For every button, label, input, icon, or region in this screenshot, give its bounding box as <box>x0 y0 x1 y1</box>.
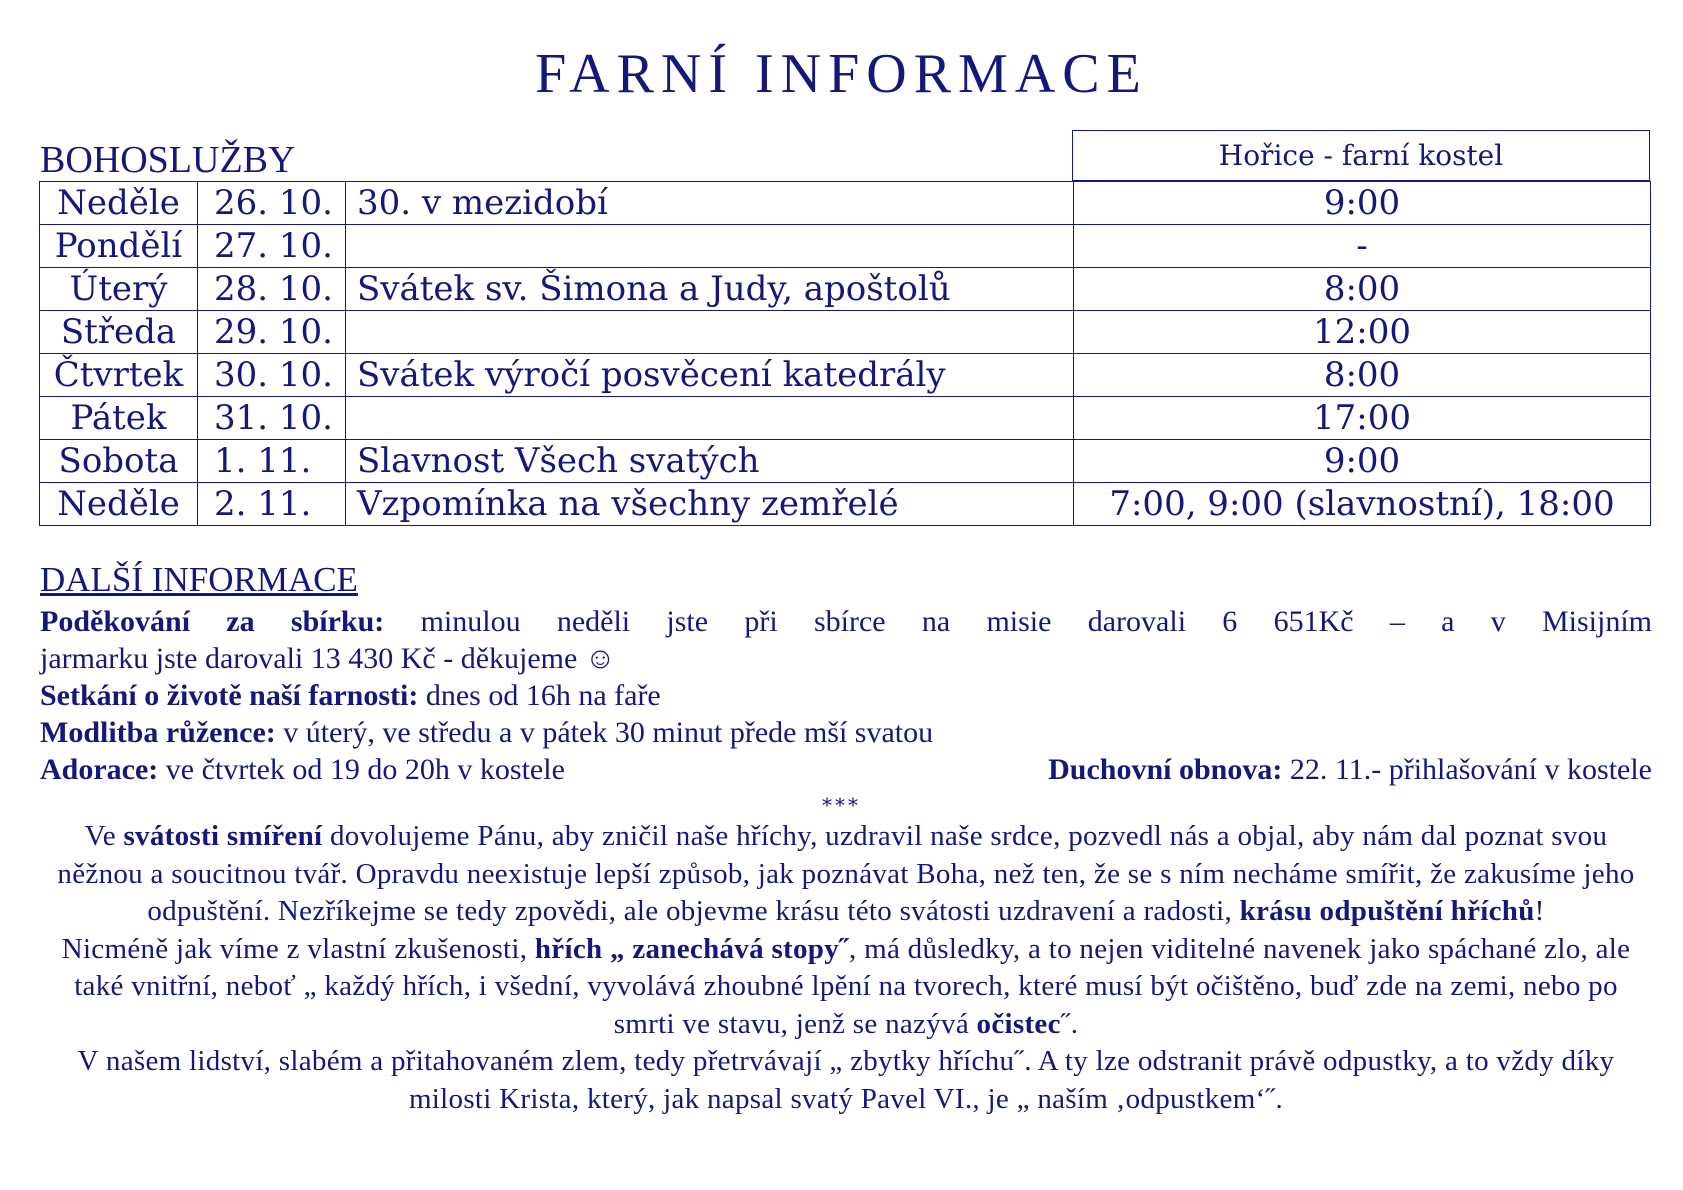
reflection-paragraph-3: V našem lidství, slabém a přitahovaném zlem, tedy přetrvávají „ zbytky hříchu˝. A ty lze odstranit právě odpustky, a to vždy díky milosti Krista, který, jak napsal svatý Pavel VI., je „ naším ‚odpustkem‘˝. <box>77 1045 1615 1115</box>
service-date: 29. 10. <box>198 311 346 354</box>
service-time: - <box>1074 225 1651 268</box>
service-date: 31. 10. <box>198 397 346 440</box>
service-date: 27. 10. <box>198 225 346 268</box>
service-day: Sobota <box>40 440 198 483</box>
text-span: , má důsledky, a to nejen viditelné navenek jako spáchané zlo, ale také vnitřní, neboť „ každý hřích, i všední, vyvolává zhoubné lpění na tvorech, které musí být očištěno, buď zde na zemi, nebo po smrti ve stavu, jenž se nazývá <box>74 932 1631 1040</box>
emphasis: svátosti smíření <box>123 820 323 852</box>
service-row <box>40 268 1651 311</box>
service-day: Úterý <box>40 268 198 311</box>
services-heading: BOHOSLUŽBY <box>40 139 296 181</box>
service-date: 2. 11. <box>198 483 346 526</box>
renewal-label: Duchovní obnova: <box>1048 753 1283 786</box>
info-heading: DALŠÍ INFORMACE <box>40 560 358 599</box>
service-date: 26. 10. <box>198 182 346 225</box>
service-time: 17:00 <box>1074 397 1651 440</box>
rosary-text: v úterý, ve středu a v pátek 30 minut přede mší svatou <box>283 716 934 749</box>
separator: *** <box>822 793 861 817</box>
service-occasion: Svátek sv. Šimona a Judy, apoštolů <box>346 268 1074 311</box>
service-row <box>40 440 1651 483</box>
service-occasion: Vzpomínka na všechny zemřelé <box>346 483 1074 526</box>
service-time: 9:00 <box>1074 182 1651 225</box>
emphasis: krásu odpuštění hříchů <box>1239 895 1535 927</box>
service-day: Neděle <box>40 483 198 526</box>
service-time: 8:00 <box>1074 354 1651 397</box>
service-date: 30. 10. <box>198 354 346 397</box>
service-occasion: Svátek výročí posvěcení katedrály <box>346 354 1074 397</box>
adoration-label: Adorace: <box>40 753 159 786</box>
meeting-text: dnes od 16h na faře <box>425 679 661 712</box>
service-time: 8:00 <box>1074 268 1651 311</box>
reflection-paragraph-1 <box>40 818 1652 931</box>
collection-line-2 <box>40 640 1652 677</box>
service-date: 1. 11. <box>198 440 346 483</box>
service-occasion: 30. v mezidobí <box>346 182 1074 225</box>
adoration-line <box>40 751 1652 788</box>
reflection-paragraph-2 <box>40 931 1652 1044</box>
text-span: Ve <box>84 820 124 852</box>
text-span: dovolujeme Pánu, aby zničil naše hříchy, uzdravil naše srdce, pozvedl nás a objal, aby nám dal poznat svou něžnou a soucitnou tvář. Opravdu neexistuje lepší způsob, jak poznávat Boha, než ten, že se s ním necháme smířit, že zakusíme jeho odpuštění. Nezříkejme se tedy zpovědi, ale objevme krásu této svátosti uzdravení a radosti, <box>57 820 1635 927</box>
collection-label: Poděkování za sbírku: <box>40 605 385 638</box>
service-day: Pátek <box>40 397 198 440</box>
service-occasion <box>346 225 1074 268</box>
emphasis: hřích „ zanechává stopy˝ <box>534 932 849 965</box>
services-table <box>39 181 1651 526</box>
page-title: FARNÍ INFORMACE <box>535 43 1148 105</box>
service-row <box>40 354 1651 397</box>
service-time: 12:00 <box>1074 311 1651 354</box>
rosary-label: Modlitba růžence: <box>40 716 276 749</box>
collection-line-1 <box>40 603 1652 640</box>
adoration-text: ve čtvrtek od 19 do 20h v kostele <box>165 753 565 786</box>
service-row <box>40 397 1651 440</box>
service-occasion <box>346 397 1074 440</box>
service-occasion: Slavnost Všech svatých <box>346 440 1074 483</box>
collection-text-1: minulou neděli jste při sbírce na misie darovali 6 651Kč – a v Misijním <box>420 605 1653 638</box>
service-day: Středa <box>40 311 198 354</box>
service-row <box>40 225 1651 268</box>
service-time: 9:00 <box>1074 440 1651 483</box>
service-day: Pondělí <box>40 225 198 268</box>
text-span: ! <box>1534 895 1545 927</box>
service-row <box>40 311 1651 354</box>
text-span: ˝. <box>1060 1007 1079 1040</box>
text-span: Nicméně jak víme z vlastní zkušenosti, <box>61 932 535 965</box>
service-date: 28. 10. <box>198 268 346 311</box>
service-row <box>40 483 1651 526</box>
emphasis: očistec <box>976 1007 1061 1040</box>
meeting-line <box>40 677 1652 714</box>
renewal-text: 22. 11.- přihlašování v kostele <box>1289 753 1652 786</box>
rosary-line <box>40 714 1652 751</box>
church-header: Hořice - farní kostel <box>1072 130 1650 181</box>
service-occasion <box>346 311 1074 354</box>
reflection-text <box>40 818 1652 1118</box>
renewal-item <box>1048 751 1652 788</box>
service-time: 7:00, 9:00 (slavnostní), 18:00 <box>1074 483 1651 526</box>
service-day: Neděle <box>40 182 198 225</box>
service-row <box>40 182 1651 225</box>
collection-text-2: jarmarku jste darovali 13 430 Kč - děkujeme ☺ <box>40 642 616 675</box>
meeting-label: Setkání o životě naší farnosti: <box>40 679 419 712</box>
service-day: Čtvrtek <box>40 354 198 397</box>
